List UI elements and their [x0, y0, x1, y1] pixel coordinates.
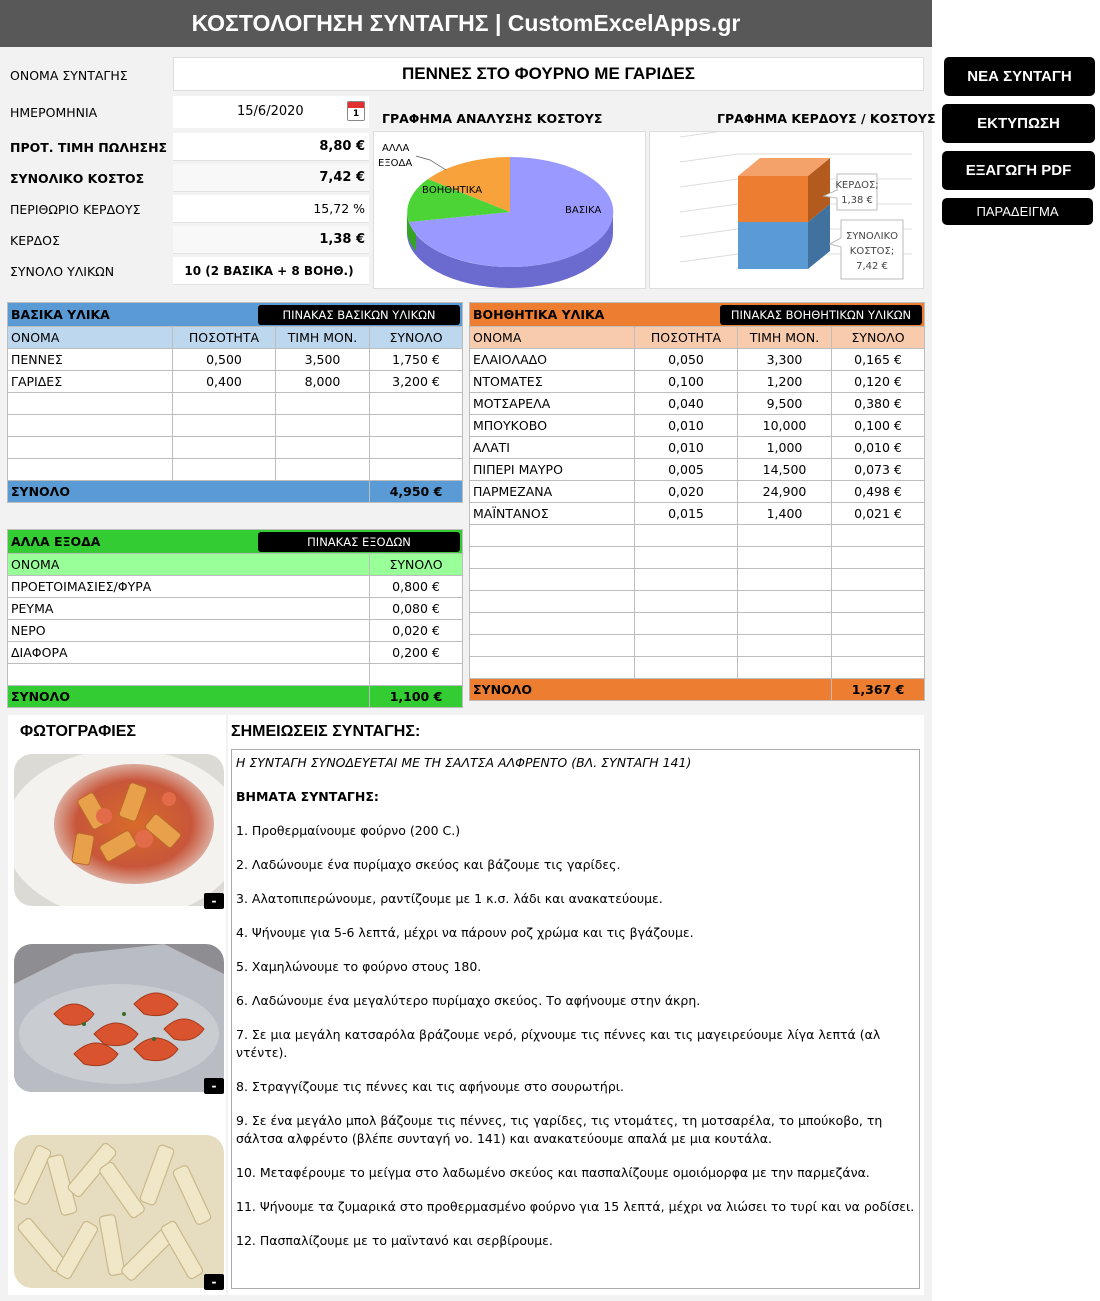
other-table-title: ΑΛΛΑ ΕΞΟΔΑ ΠΙΝΑΚΑΣ ΕΞΟΔΩΝ [8, 530, 463, 554]
bar-chart [649, 131, 924, 289]
notes-step: 3. Αλατοπιπερώνουμε, ραντίζουμε με 1 κ.σ. λάδι και ανακατεύουμε. [236, 891, 663, 906]
example-button[interactable]: ΠΑΡΑΔΕΙΓΜΑ [942, 198, 1093, 225]
aux-row [470, 613, 925, 635]
other-header-total: ΣΥΝΟΛΟ [370, 554, 463, 576]
items-value: 10 (2 ΒΑΣΙΚΑ + 8 ΒΟΗΘ.) [173, 257, 369, 285]
notes-step: 2. Λαδώνουμε ένα πυρίμαχο σκεύος και βάζουμε τις γαρίδες. [236, 857, 621, 872]
pie-label-other-2: ΕΞΟΔΑ [378, 158, 413, 169]
basic-cell[interactable] [276, 415, 370, 437]
basic-cell[interactable]: 1,750 € [370, 349, 463, 371]
basic-row [8, 371, 463, 393]
aux-cell[interactable] [738, 613, 832, 635]
aux-cell[interactable] [832, 569, 925, 591]
aux-header-total: ΣΥΝΟΛΟ [832, 327, 925, 349]
aux-row [470, 525, 925, 547]
bar-profit-value: 1,38 € [841, 195, 873, 206]
other-cell[interactable]: 0,800 € [370, 576, 463, 598]
aux-cell[interactable] [738, 569, 832, 591]
aux-ingredients-table [469, 302, 925, 701]
notes-step: 4. Ψήνουμε για 5-6 λεπτά, μέχρι να πάρουν ροζ χρώμα και τις βγάζουμε. [236, 925, 694, 940]
basic-header-row [8, 327, 463, 349]
other-table-button[interactable]: ΠΙΝΑΚΑΣ ΕΞΟΔΩΝ [258, 532, 460, 552]
aux-row [470, 657, 925, 679]
basic-cell[interactable] [173, 415, 276, 437]
other-cell[interactable]: ΡΕΥΜΑ [8, 598, 370, 620]
basic-cell[interactable] [276, 393, 370, 415]
aux-cell[interactable]: 24,900 [738, 481, 832, 503]
aux-cell[interactable] [635, 591, 738, 613]
pie-chart [373, 131, 646, 289]
aux-total-value: 1,367 € [832, 679, 925, 701]
aux-cell[interactable]: 0,100 [635, 371, 738, 393]
aux-cell[interactable] [635, 569, 738, 591]
notes-step: 7. Σε μια μεγάλη κατσαρόλα βράζουμε νερό, ρίχνουμε τις πέννες και τις μαγειρεύουμε λίγα λεπτά (αλ ντέντε). [236, 1027, 881, 1060]
price-value[interactable]: 8,80 € [173, 133, 369, 161]
bar-profit-name: ΚΕΡΔΟΣ; [835, 180, 879, 191]
other-total-row [8, 686, 463, 708]
other-total-label: ΣΥΝΟΛΟ [8, 686, 370, 708]
aux-cell[interactable]: ΜΠΟΥΚΟΒΟ [470, 415, 635, 437]
pie-chart-title: ΓΡΑΦΗΜΑ ΑΝΑΛΥΣΗΣ ΚΟΣΤΟΥΣ [382, 111, 603, 126]
aux-row [470, 503, 925, 525]
other-cell[interactable] [370, 664, 463, 686]
basic-cell[interactable]: ΓΑΡΙΔΕΣ [8, 371, 173, 393]
photo-penne[interactable] [14, 1135, 224, 1288]
other-cell[interactable]: 0,200 € [370, 642, 463, 664]
basic-row [8, 437, 463, 459]
aux-header-qty: ΠΟΣΟΤΗΤΑ [635, 327, 738, 349]
pie-label-basic: ΒΑΣΙΚΑ [565, 205, 602, 216]
photo-pasta-baked-image [14, 754, 224, 906]
aux-cell[interactable] [635, 657, 738, 679]
notes-step: 1. Προθερμαίνουμε φούρνο (200 C.) [236, 823, 461, 838]
aux-cell[interactable]: ΜΑΪΝΤΑΝΟΣ [470, 503, 635, 525]
aux-cell[interactable] [635, 635, 738, 657]
basic-table-button[interactable]: ΠΙΝΑΚΑΣ ΒΑΣΙΚΩΝ ΥΛΙΚΩΝ [258, 305, 460, 325]
notes-step: 8. Στραγγίζουμε τις πέννες και τις αφήνουμε στο σουρωτήρι. [236, 1079, 624, 1094]
aux-table-button[interactable]: ΠΙΝΑΚΑΣ ΒΟΗΘΗΤΙΚΩΝ ΥΛΙΚΩΝ [720, 305, 922, 325]
other-row [8, 576, 463, 598]
basic-cell[interactable] [370, 437, 463, 459]
aux-cell[interactable]: 0,073 € [832, 459, 925, 481]
basic-cell[interactable] [173, 393, 276, 415]
aux-cell[interactable] [738, 591, 832, 613]
date-label: ΗΜΕΡΟΜΗΝΙΑ [10, 104, 98, 120]
other-title-row [8, 530, 463, 554]
aux-cell[interactable]: ΜΟΤΣΑΡΕΛΑ [470, 393, 635, 415]
app-title: ΚΟΣΤΟΛΟΓΗΣΗ ΣΥΝΤΑΓΗΣ | CustomExcelApps.gr [0, 0, 932, 47]
aux-cell[interactable] [470, 613, 635, 635]
photo-penne-image [14, 1135, 224, 1288]
basic-cell[interactable]: ΠΕΝΝΕΣ [8, 349, 173, 371]
notes-step: 6. Λαδώνουμε ένα μεγαλύτερο πυρίμαχο σκεύος. Το αφήνουμε στην άκρη. [236, 993, 701, 1008]
basic-cell[interactable]: 8,000 [276, 371, 370, 393]
export-pdf-button[interactable]: ΕΞΑΓΩΓΗ PDF [942, 151, 1095, 190]
other-header-row [8, 554, 463, 576]
basic-cell[interactable] [8, 415, 173, 437]
other-cell[interactable]: 0,080 € [370, 598, 463, 620]
aux-cell[interactable]: ΑΛΑΤΙ [470, 437, 635, 459]
cost-label: ΣΥΝΟΛΙΚΟ ΚΟΣΤΟΣ [10, 170, 145, 186]
bar-cost-name-1: ΣΥΝΟΛΙΚΟ [846, 231, 898, 242]
notes-step: 9. Σε ένα μεγάλο μπολ βάζουμε τις πέννες, τις γαρίδες, τις ντομάτες, τη μοτσαρέλα, το μπούκοβο, τη σάλτσα αλφρέντο (βλέπε συνταγή νο. 141) και ανακατεύουμε απαλά με μια κουτάλα. [236, 1113, 883, 1146]
aux-cell[interactable]: ΝΤΟΜΑΤΕΣ [470, 371, 635, 393]
aux-cell[interactable]: 0,050 [635, 349, 738, 371]
basic-cell[interactable]: 3,500 [276, 349, 370, 371]
recipe-name-label: ΟΝΟΜΑ ΣΥΝΤΑΓΗΣ [10, 67, 128, 83]
aux-cell[interactable]: 14,500 [738, 459, 832, 481]
aux-row [470, 371, 925, 393]
aux-cell[interactable]: ΕΛΑΙΟΛΑΔΟ [470, 349, 635, 371]
other-cell[interactable] [8, 664, 370, 686]
aux-cell[interactable] [470, 635, 635, 657]
aux-header-unit: ΤΙΜΗ ΜΟΝ. [738, 327, 832, 349]
bar-chart-svg [650, 132, 925, 290]
aux-cell[interactable] [470, 547, 635, 569]
aux-table-title: ΒΟΗΘΗΤΙΚΑ ΥΛΙΚΑ ΠΙΝΑΚΑΣ ΒΟΗΘΗΤΙΚΩΝ ΥΛΙΚΩΝ [470, 303, 925, 327]
other-cell[interactable]: ΝΕΡΟ [8, 620, 370, 642]
aux-cell[interactable] [635, 547, 738, 569]
basic-cell[interactable] [173, 459, 276, 481]
aux-total-label: ΣΥΝΟΛΟ [470, 679, 832, 701]
other-cell[interactable]: ΔΙΑΦΟΡΑ [8, 642, 370, 664]
notes-title: ΣΗΜΕΙΩΣΕΙΣ ΣΥΝΤΑΓΗΣ: [231, 723, 421, 740]
notes-textarea[interactable] [231, 749, 920, 1289]
basic-header-qty: ΠΟΣΟΤΗΤΑ [173, 327, 276, 349]
aux-row [470, 349, 925, 371]
basic-cell[interactable]: 0,500 [173, 349, 276, 371]
aux-cell[interactable] [738, 657, 832, 679]
profit-value: 1,38 € [173, 226, 369, 254]
aux-cell[interactable]: 0,015 [635, 503, 738, 525]
new-recipe-button[interactable]: ΝΕΑ ΣΥΝΤΑΓΗ [944, 57, 1095, 96]
aux-cell[interactable]: ΠΑΡΜΕΖΑΝΑ [470, 481, 635, 503]
other-row [8, 620, 463, 642]
basic-cell[interactable] [173, 437, 276, 459]
basic-title-row [8, 303, 463, 327]
aux-cell[interactable]: 1,400 [738, 503, 832, 525]
basic-cell[interactable] [370, 459, 463, 481]
aux-cell[interactable]: ΠΙΠΕΡΙ ΜΑΥΡΟ [470, 459, 635, 481]
basic-total-value: 4,950 € [370, 481, 463, 503]
aux-row [470, 481, 925, 503]
basic-header-name: ΟΝΟΜΑ [8, 327, 173, 349]
other-row [8, 664, 463, 686]
aux-cell[interactable]: 10,000 [738, 415, 832, 437]
aux-cell[interactable]: 1,000 [738, 437, 832, 459]
remove-photo-3-button[interactable]: - [204, 1274, 224, 1290]
aux-cell[interactable]: 0,021 € [832, 503, 925, 525]
aux-row [470, 635, 925, 657]
aux-row [470, 459, 925, 481]
aux-cell[interactable]: 0,010 € [832, 437, 925, 459]
aux-cell[interactable]: 0,120 € [832, 371, 925, 393]
other-cell[interactable]: ΠΡΟΕΤΟΙΜΑΣΙΕΣ/ΦΥΡΑ [8, 576, 370, 598]
other-row [8, 642, 463, 664]
aux-cell[interactable]: 0,165 € [832, 349, 925, 371]
basic-row [8, 415, 463, 437]
aux-cell[interactable] [832, 613, 925, 635]
notes-step: 12. Πασπαλίζουμε με το μαϊντανό και σερβίρουμε. [236, 1233, 553, 1248]
notes-steps [236, 822, 915, 1250]
price-label: ΠΡΟΤ. ΤΙΜΗ ΠΩΛΗΣΗΣ [10, 139, 168, 155]
basic-cell[interactable] [370, 415, 463, 437]
aux-cell[interactable]: 0,005 [635, 459, 738, 481]
notes-steps-title: ΒΗΜΑΤΑ ΣΥΝΤΑΓΗΣ: [236, 789, 379, 804]
basic-table-title: ΒΑΣΙΚΑ ΥΛΙΚΑ ΠΙΝΑΚΑΣ ΒΑΣΙΚΩΝ ΥΛΙΚΩΝ [8, 303, 463, 327]
aux-row [470, 547, 925, 569]
remove-photo-2-button[interactable]: - [204, 1078, 224, 1094]
notes-step: 10. Μεταφέρουμε το μείγμα στο λαδωμένο σκεύος και πασπαλίζουμε ομοιόμορφα με την παρμεζάνα. [236, 1165, 870, 1180]
aux-cell[interactable]: 0,380 € [832, 393, 925, 415]
basic-row [8, 459, 463, 481]
aux-header-row [470, 327, 925, 349]
aux-row [470, 569, 925, 591]
aux-cell[interactable]: 0,100 € [832, 415, 925, 437]
calendar-icon[interactable]: 1 [347, 101, 365, 121]
margin-value: 15,72 % [173, 195, 369, 223]
print-button[interactable]: ΕΚΤΥΠΩΣΗ [942, 104, 1095, 143]
photo-pasta-baked[interactable] [14, 754, 224, 906]
other-row [8, 598, 463, 620]
aux-cell[interactable]: 0,040 [635, 393, 738, 415]
basic-header-total: ΣΥΝΟΛΟ [370, 327, 463, 349]
basic-cell[interactable]: 0,400 [173, 371, 276, 393]
basic-total-label: ΣΥΝΟΛΟ [8, 481, 370, 503]
basic-row [8, 393, 463, 415]
basic-cell[interactable] [8, 459, 173, 481]
photo-shrimp-image [14, 944, 224, 1092]
recipe-name-input[interactable]: ΠΕΝΝΕΣ ΣΤΟ ΦΟΥΡΝΟ ΜΕ ΓΑΡΙΔΕΣ [173, 57, 924, 91]
aux-header-name: ΟΝΟΜΑ [470, 327, 635, 349]
bar-cost-value: 7,42 € [856, 261, 888, 272]
other-total-value: 1,100 € [370, 686, 463, 708]
photo-shrimp[interactable] [14, 944, 224, 1092]
basic-cell[interactable] [276, 459, 370, 481]
basic-cell[interactable] [8, 393, 173, 415]
aux-cell[interactable] [738, 547, 832, 569]
aux-cell[interactable]: 0,010 [635, 415, 738, 437]
aux-cell[interactable] [738, 525, 832, 547]
pie-chart-svg [374, 132, 647, 290]
aux-cell[interactable] [738, 635, 832, 657]
aux-cell[interactable] [470, 525, 635, 547]
basic-total-row [8, 481, 463, 503]
pie-label-aux: ΒΟΗΘΗΤΙΚΑ [422, 185, 483, 196]
aux-total-row [470, 679, 925, 701]
bar-cost-name-2: ΚΟΣΤΟΣ; [849, 246, 895, 257]
aux-cell[interactable]: 0,010 [635, 437, 738, 459]
other-expenses-table [7, 529, 463, 708]
aux-cell[interactable] [832, 657, 925, 679]
basic-cell[interactable] [8, 437, 173, 459]
basic-cell[interactable]: 3,200 € [370, 371, 463, 393]
bar-cost-front [738, 222, 808, 269]
aux-row [470, 393, 925, 415]
date-value: 15/6/2020 [237, 104, 304, 119]
aux-title-row [470, 303, 925, 327]
other-header-name: ΟΝΟΜΑ [8, 554, 370, 576]
aux-cell[interactable] [832, 591, 925, 613]
notes-intro: Η ΣΥΝΤΑΓΗ ΣΥΝΟΔΕΥΕΤΑΙ ΜΕ ΤΗ ΣΑΛΤΣΑ ΑΛΦΡΕΝΤΟ (ΒΛ. ΣΥΝΤΑΓΗ 141) [236, 755, 692, 770]
aux-cell[interactable]: 3,300 [738, 349, 832, 371]
basic-cell[interactable] [370, 393, 463, 415]
profit-label: ΚΕΡΔΟΣ [10, 232, 60, 248]
pie-label-other-1: ΑΛΛΑ [382, 143, 410, 154]
photos-title: ΦΩΤΟΓΡΑΦΙΕΣ [20, 723, 136, 740]
basic-ingredients-table [7, 302, 463, 503]
aux-cell[interactable]: 9,500 [738, 393, 832, 415]
aux-cell[interactable]: 0,020 [635, 481, 738, 503]
aux-cell[interactable] [635, 613, 738, 635]
aux-cell[interactable]: 0,498 € [832, 481, 925, 503]
aux-cell[interactable] [470, 657, 635, 679]
bar-profit-front [738, 176, 808, 222]
aux-cell[interactable] [832, 525, 925, 547]
aux-cell[interactable] [635, 525, 738, 547]
items-label: ΣΥΝΟΛΟ ΥΛΙΚΩΝ [10, 263, 115, 279]
other-cell[interactable]: 0,020 € [370, 620, 463, 642]
aux-cell[interactable] [832, 547, 925, 569]
aux-cell[interactable] [832, 635, 925, 657]
bar-chart-title: ΓΡΑΦΗΜΑ ΚΕΡΔΟΥΣ / ΚΟΣΤΟΥΣ [717, 111, 936, 126]
aux-row [470, 415, 925, 437]
margin-label: ΠΕΡΙΘΩΡΙΟ ΚΕΡΔΟΥΣ [10, 201, 141, 217]
aux-row [470, 437, 925, 459]
notes-step: 11. Ψήνουμε τα ζυμαρικά στο προθερμασμένο φούρνο για 15 λεπτά, μέχρι να λιώσει το τυρί και να ροδίσει. [236, 1199, 915, 1214]
basic-row [8, 349, 463, 371]
remove-photo-1-button[interactable]: - [204, 893, 224, 909]
aux-cell[interactable] [470, 591, 635, 613]
aux-row [470, 591, 925, 613]
aux-cell[interactable] [470, 569, 635, 591]
notes-step: 5. Χαμηλώνουμε το φούρνο στους 180. [236, 959, 482, 974]
basic-cell[interactable] [276, 437, 370, 459]
basic-header-unit: ΤΙΜΗ ΜΟΝ. [276, 327, 370, 349]
cost-value: 7,42 € [173, 164, 369, 192]
date-field[interactable] [173, 96, 369, 128]
aux-cell[interactable]: 1,200 [738, 371, 832, 393]
